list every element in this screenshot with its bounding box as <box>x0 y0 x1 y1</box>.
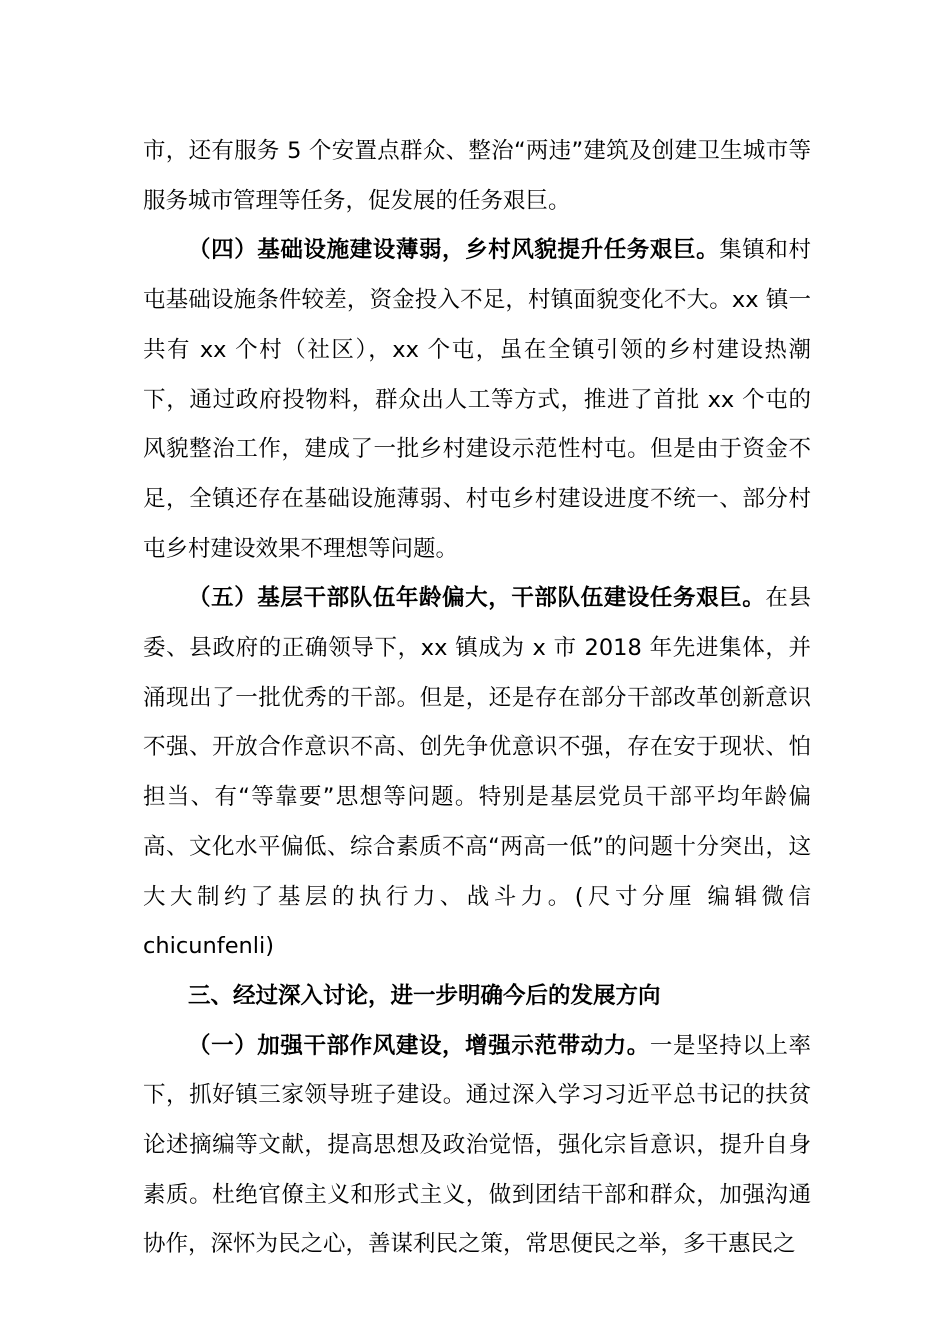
paragraph-text: 集镇和村屯基础设施条件较差，资金投入不足，村镇面貌变化不大。xx 镇一共有 xx 个村（社区），xx 个屯，虽在全镇引领的乡村建设热潮下，通过政府投物料，群众出人工等方式，推进了首批 xx 个屯的风貌整治工作，建成了一批乡村建设示范性村屯。但是由于资金不足，全镇还存在基础设施薄弱、村屯乡村建设进度不统一、部分村屯乡村建设效果不理想等问题。 <box>143 237 811 562</box>
paragraph-lead: （四）基础设施建设薄弱，乡村风貌提升任务艰巨。 <box>188 237 720 264</box>
section-heading <box>143 972 811 1022</box>
paragraph-infrastructure <box>143 226 811 574</box>
paragraph-lead: （一）加强干部作风建设，增强示范带动力。 <box>188 1032 650 1059</box>
paragraph-cadres <box>143 574 811 972</box>
paragraph-text: 一是坚持以上率下，抓好镇三家领导班子建设。通过深入学习习近平总书记的扶贫论述摘编等文献，提高思想及政治觉悟，强化宗旨意识，提升自身素质。杜绝官僚主义和形式主义，做到团结干部和群众，加强沟通协作，深怀为民之心，善谋利民之策，常思便民之举，多干惠民之 <box>143 1032 811 1258</box>
paragraph-continued <box>143 127 811 226</box>
paragraph-work-style <box>143 1022 811 1271</box>
paragraph-text: 在县委、县政府的正确领导下，xx 镇成为 x 市 2018 年先进集体，并涌现出了一批优秀的干部。但是，还是存在部分干部改革创新意识不强、开放合作意识不高、创先争优意识不强，存在安于现状、怕担当、有“等靠要”思想等问题。特别是基层党员干部平均年龄偏高、文化水平偏低、综合素质不高“两高一低”的问题十分突出，这大大制约了基层的执行力、战斗力。(尺寸分厘 编辑微信 chicunfenli) <box>143 585 811 960</box>
document-page <box>143 127 811 1270</box>
paragraph-lead: （五）基层干部队伍年龄偏大，干部队伍建设任务艰巨。 <box>188 585 766 612</box>
section-heading-text: 三、经过深入讨论，进一步明确今后的发展方向 <box>188 982 661 1009</box>
paragraph-text: 市，还有服务 5 个安置点群众、整治“两违”建筑及创建卫生城市等服务城市管理等任务，促发展的任务艰巨。 <box>143 138 811 214</box>
